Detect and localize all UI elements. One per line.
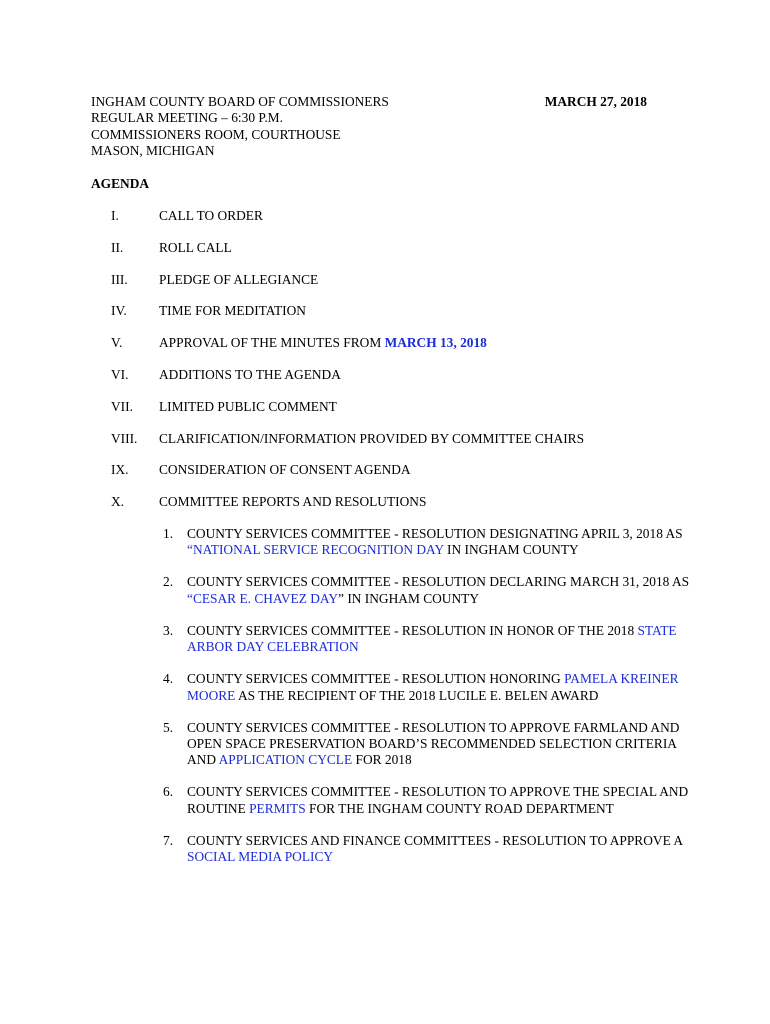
resolution-item (163, 720, 693, 769)
national-service-recognition-day-link[interactable]: “NATIONAL SERVICE RECOGNITION DAY (187, 542, 444, 558)
resolution-number: 3. (163, 622, 174, 638)
resolution-text-prefix: COUNTY SERVICES COMMITTEE - RESOLUTION HONORING (187, 671, 565, 687)
agenda-item-number: VII. (111, 398, 133, 414)
resolution-text-suffix: FOR THE INGHAM COUNTY ROAD DEPARTMENT (305, 800, 614, 816)
agenda-item (111, 367, 691, 399)
minutes-march-13-link[interactable]: MARCH 13, 2018 (384, 335, 487, 351)
resolutions-list (163, 526, 693, 881)
agenda-item-text: TIME FOR MEDITATION (159, 303, 306, 319)
agenda-item-text: ADDITIONS TO THE AGENDA (159, 366, 341, 382)
agenda-item-number: IV. (111, 303, 127, 319)
resolution-text-suffix: ” IN INGHAM COUNTY (338, 590, 479, 606)
agenda-item (111, 303, 691, 335)
resolution-text-prefix: COUNTY SERVICES COMMITTEE - RESOLUTION TO APPROVE THE SPECIAL AND ROUTINE (187, 784, 689, 816)
resolution-text-prefix: COUNTY SERVICES COMMITTEE - RESOLUTION DECLARING MARCH 31, 2018 AS (187, 574, 690, 590)
resolution-text-prefix: COUNTY SERVICES COMMITTEE - RESOLUTION IN HONOR OF THE 2018 (187, 622, 638, 638)
agenda-item-text: PLEDGE OF ALLEGIANCE (159, 271, 319, 287)
document-header (91, 94, 647, 160)
agenda-item-text: ROLL CALL (159, 239, 232, 255)
resolution-text (187, 623, 693, 656)
agenda-item (111, 208, 691, 240)
agenda-item-number: I. (111, 208, 119, 223)
header-meeting: REGULAR MEETING – 6:30 P.M. (91, 110, 283, 126)
agenda-item-number: VI. (111, 366, 129, 382)
agenda-item-text (159, 335, 487, 367)
application-cycle-link[interactable]: APPLICATION CYCLE (218, 752, 353, 768)
resolution-text-suffix: AS THE RECIPIENT OF THE 2018 LUCILE E. BELEN AWARD (235, 687, 599, 703)
resolution-item (163, 526, 693, 559)
agenda-item-number: X. (111, 494, 125, 510)
agenda-title: AGENDA (91, 176, 150, 191)
resolution-item (163, 833, 693, 866)
resolution-number: 1. (163, 526, 174, 541)
resolution-number: 2. (163, 574, 174, 590)
resolution-item (163, 784, 693, 817)
agenda-item (111, 335, 691, 367)
resolution-text (187, 671, 693, 704)
pamela-kreiner-moore-link[interactable]: PAMELA KREINER MOORE (187, 671, 679, 703)
agenda-item (111, 494, 691, 526)
agenda-item-number: II. (111, 239, 124, 255)
agenda-item-text: COMMITTEE REPORTS AND RESOLUTIONS (159, 494, 427, 510)
resolution-number: 6. (163, 784, 174, 800)
agenda-item (111, 431, 691, 463)
header-location: COMMISSIONERS ROOM, COURTHOUSE (91, 126, 341, 142)
agenda-item-number: VIII. (111, 430, 138, 446)
resolution-text (187, 574, 693, 607)
agenda-item-text-prefix: APPROVAL OF THE MINUTES FROM (159, 335, 385, 351)
agenda-item-text: CONSIDERATION OF CONSENT AGENDA (159, 462, 411, 478)
resolution-number: 5. (163, 719, 174, 735)
resolution-text (187, 784, 693, 817)
resolution-item (163, 671, 693, 704)
header-city: MASON, MICHIGAN (91, 143, 215, 159)
agenda-item-number: III. (111, 271, 128, 287)
state-arbor-day-celebration-link[interactable]: STATE ARBOR DAY CELEBRATION (187, 622, 677, 655)
resolution-text-suffix: IN INGHAM COUNTY (443, 542, 579, 558)
agenda-item-number: V. (111, 335, 123, 351)
agenda-item-text: LIMITED PUBLIC COMMENT (159, 398, 337, 414)
resolution-number: 7. (163, 832, 174, 848)
agenda-item (111, 462, 691, 494)
agenda-list (111, 208, 691, 526)
resolution-text (187, 833, 693, 866)
resolution-text (187, 720, 693, 769)
agenda-item-text: CALL TO ORDER (159, 208, 263, 223)
resolution-number: 4. (163, 671, 174, 687)
cesar-chavez-day-link[interactable]: “CESAR E. CHAVEZ DAY (187, 590, 339, 606)
agenda-item-text: CLARIFICATION/INFORMATION PROVIDED BY COMMITTEE CHAIRS (159, 430, 585, 446)
social-media-policy-link[interactable]: SOCIAL MEDIA POLICY (187, 849, 334, 865)
agenda-item (111, 399, 691, 431)
header-organization: INGHAM COUNTY BOARD OF COMMISSIONERS (91, 94, 389, 109)
resolution-text (187, 526, 693, 559)
agenda-item (111, 272, 691, 304)
meeting-date: MARCH 27, 2018 (544, 94, 647, 109)
resolution-text-suffix: FOR 2018 (352, 752, 412, 768)
agenda-item-number: IX. (111, 462, 129, 478)
resolution-item (163, 623, 693, 656)
agenda-item (111, 240, 691, 272)
resolution-text-prefix: COUNTY SERVICES AND FINANCE COMMITTEES - RESOLUTION TO APPROVE A (187, 832, 683, 848)
permits-link[interactable]: PERMITS (249, 800, 306, 816)
resolution-item (163, 574, 693, 607)
resolution-text-prefix: COUNTY SERVICES COMMITTEE - RESOLUTION DESIGNATING APRIL 3, 2018 AS (187, 526, 683, 541)
resolution-text-prefix: COUNTY SERVICES COMMITTEE - RESOLUTION TO APPROVE FARMLAND AND OPEN SPACE PRESERVATION BOARD’S RECOMMENDED SELECTION CRITERIA AND (187, 719, 680, 768)
